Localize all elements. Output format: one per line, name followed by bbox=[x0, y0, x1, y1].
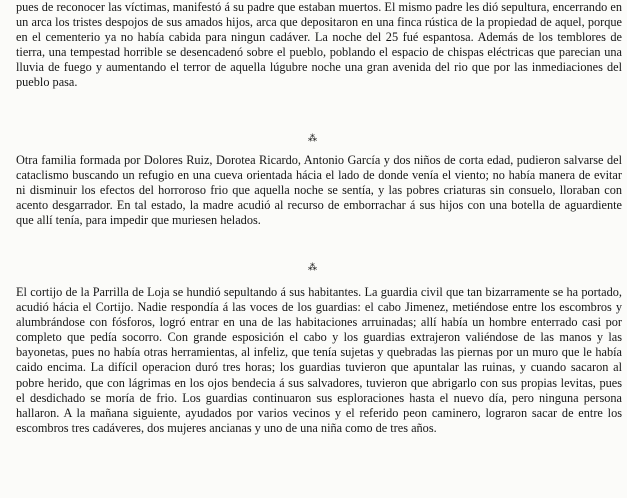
asterism-separator-1 bbox=[0, 134, 627, 143]
asterism-separator-2 bbox=[0, 263, 627, 272]
asterism-glyph: ⁂ bbox=[308, 262, 319, 272]
article-paragraph-1: pues de reconocer las víctimas, manifestó á su padre que estaban muertos. El mismo padre les dió sepultura, encerrando en un arca los tristes despojos de sus amados hijos, arca que depositaron en una finca rústica de la propiedad de aquel, porque en el cementerio ya no había cabida para ningun cadáver. La noche del 25 fué espantosa. Además de los temblores de tierra, una tempestad horrible se desencadenó sobre el pueblo, poblando el espacio de chispas eléctricas que parecian una lluvia de fuego y aumentando el terror de aquella lúgubre noche una gran avenida del rio que por las inmediaciones del pueblo pasa. bbox=[16, 0, 622, 90]
asterism-glyph: ⁂ bbox=[308, 133, 319, 143]
article-paragraph-3: El cortijo de la Parrilla de Loja se hundió sepultando á sus habitantes. La guardia civil que tan bizarramente se ha portado, acudió hácia el Cortijo. Nadie respondía á las voces de los guardias: el cabo Jimenez, metiéndose entre los escombros y alumbrándose con fósforos, logró entrar en una de las habitaciones arruinadas; allí había un hombre enterrado casi por completo que pedía socorro. Con grande esposición el cabo y los guardias extrajeron valiéndose de las manos y las bayonetas, pues no había otras herramientas, al infeliz, que tenía sujetas y quebradas las piernas por un muro que le había caido encima. La difícil operacion duró tres horas; los guardias tuvieron que apuntalar las ruinas, y cuando sacaron al pobre herido, que con lágrimas en los ojos bendecia á sus salvadores, tuvieron que abrigarlo con sus propias levitas, pues el desdichado se moría de frio. Los guardias continuaron sus esploraciones hasta el nuevo día, pero ninguna persona hallaron. A la mañana siguiente, ayudados por varios vecinos y el referido peon caminero, lograron sacar de entre los escombros tres cadáveres, dos mujeres ancianas y uno de una niña como de tres años. bbox=[16, 285, 622, 435]
article-paragraph-2: Otra familia formada por Dolores Ruiz, Dorotea Ricardo, Antonio García y dos niños de corta edad, pudieron salvarse del cataclismo buscando un refugio en una cueva orientada hácia el lado de donde venía el viento; no había manera de evitar ni disminuir los efectos del horroroso frio que aquella noche se sentía, y las pobres criaturas sin consuelo, lloraban con acento desgarrador. En tal estado, la madre acudió al recurso de emborrachar á sus hijos con una botella de aguardiente que allí tenía, para impedir que muriesen helados. bbox=[16, 153, 622, 228]
